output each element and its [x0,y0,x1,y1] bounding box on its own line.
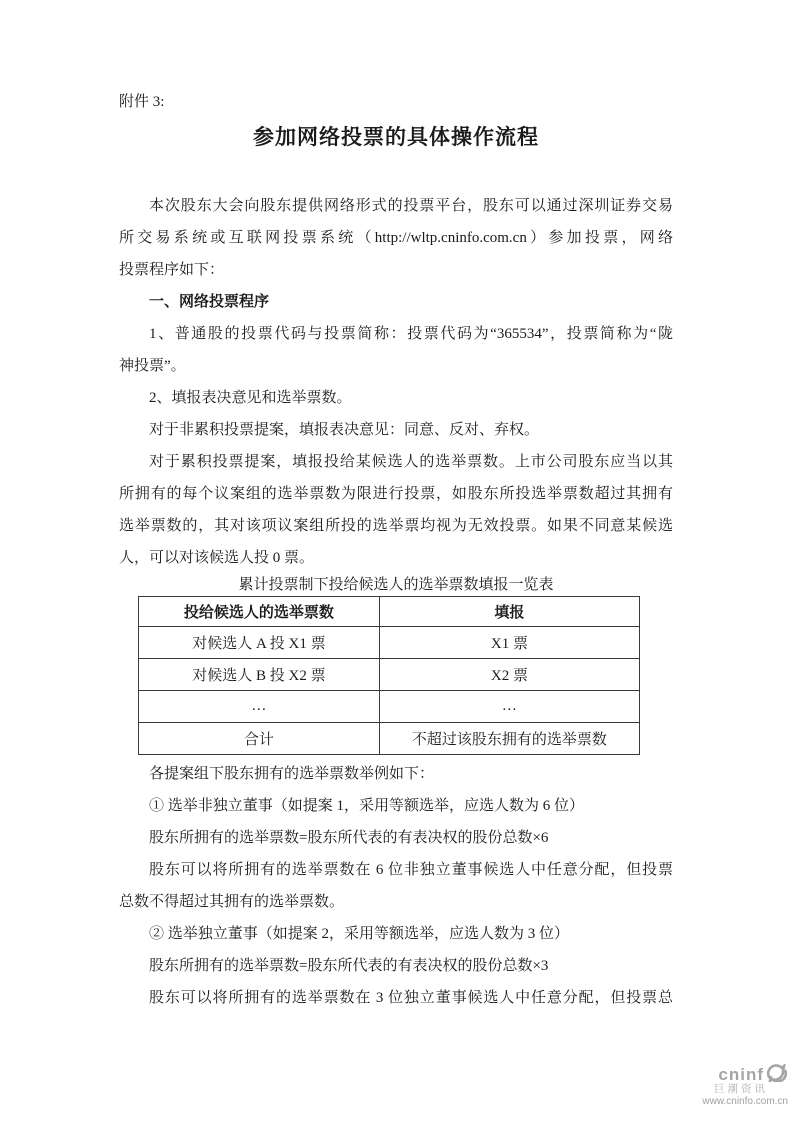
text-line: 所交易系统或互联网投票系统（http://wltp.cninfo.com.cn）参加投票，网络 [119,230,673,246]
text-line: 人，可以对该候选人投 0 票。 [119,550,315,566]
pre-table-paragraphs [119,190,673,574]
table-row [139,659,640,691]
table-cell: X1 票 [379,627,639,659]
table-cell: … [379,691,639,723]
table-cell: 不超过该股东拥有的选举票数 [379,723,639,755]
paragraph [119,918,673,950]
text-line: 选举票数的，其对该项议案组所投的选举票均视为无效投票。如果不同意某候选 [119,518,673,534]
text-line: 投票程序如下： [119,262,225,278]
cninfo-url: www.cninfo.com.cn [702,1096,788,1107]
text-line: ① 选举非独立董事（如提案 1，采用等额选举，应选人数为 6 位） [149,798,585,814]
cninfo-brand-row [702,1066,788,1084]
paragraph [119,950,673,982]
table-header-cell: 投给候选人的选举票数 [139,597,380,627]
paragraph [119,822,673,854]
paragraph [119,446,673,574]
text-line: 股东可以将所拥有的选举票数在 6 位非独立董事候选人中任意分配，但投票 [149,862,673,878]
paragraph [119,382,673,414]
cninfo-brand-chinese: 巨潮资讯 [714,1084,768,1095]
post-table-paragraphs [119,758,673,1014]
page-title: 参加网络投票的具体操作流程 [253,125,539,149]
table-cell: 对候选人 A 投 X1 票 [139,627,380,659]
text-line: 股东所拥有的选举票数=股东所代表的有表决权的股份总数×3 [149,958,549,974]
document-content [119,90,673,1014]
text-line: 本次股东大会向股东提供网络形式的投票平台，股东可以通过深圳证券交易 [149,198,673,214]
table-row [139,723,640,755]
text-line: 2、填报表决意见和选举票数。 [149,390,352,406]
paragraph [119,414,673,446]
text-line: 总数不得超过其拥有的选举票数。 [119,894,345,910]
table-head [139,597,640,627]
text-line: 对于累积投票提案，填报投给某候选人的选举票数。上市公司股东应当以其 [149,454,673,470]
text-line: 各提案组下股东拥有的选举票数举例如下： [149,766,435,782]
table-cell: 对候选人 B 投 X2 票 [139,659,380,691]
text-line: 1、普通股的投票代码与投票简称：投票代码为“365534”，投票简称为“陇 [149,326,673,342]
cninfo-swirl-icon [766,1064,788,1087]
text-line: 股东可以将所拥有的选举票数在 3 位独立董事候选人中任意分配，但投票总 [149,990,673,1006]
table-row [139,627,640,659]
cninfo-logo [702,1066,788,1108]
table-cell: … [139,691,380,723]
table-caption: 累计投票制下投给候选人的选举票数填报一览表 [238,577,554,593]
text-line: 所拥有的每个议案组的选举票数为限进行投票，如股东所投选举票数超过其拥有 [119,486,673,502]
section-heading [119,286,673,318]
paragraph [119,318,673,382]
text-line: 股东所拥有的选举票数=股东所代表的有表决权的股份总数×6 [149,830,549,846]
attachment-label: 附件 3: [119,94,165,110]
cninfo-brand-text: cninf [718,1065,764,1084]
table-row [139,691,640,723]
table-body [139,627,640,755]
table-cell: X2 票 [379,659,639,691]
paragraph [119,790,673,822]
table-cell: 合计 [139,723,380,755]
text-line: 神投票”。 [119,358,186,374]
text-line: ② 选举独立董事（如提案 2，采用等额选举，应选人数为 3 位） [149,926,570,942]
paragraph [119,854,673,918]
text-line: 一、网络投票程序 [149,294,270,310]
table-header-row [139,597,640,627]
paragraph [119,758,673,790]
text-line: 对于非累积投票提案，填报表决意见：同意、反对、弃权。 [149,422,540,438]
vote-allocation-table [138,596,640,755]
table-header-cell: 填报 [379,597,639,627]
paragraph [119,982,673,1014]
paragraph [119,190,673,286]
